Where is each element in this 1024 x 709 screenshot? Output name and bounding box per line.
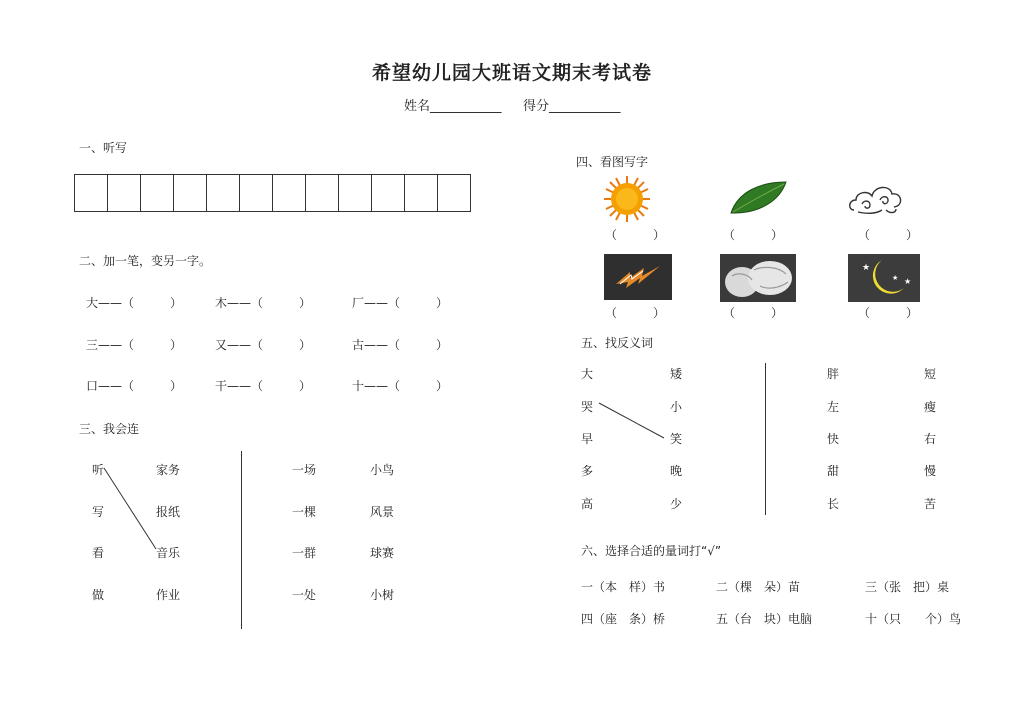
antonym-word[interactable]: 短 [924, 367, 937, 381]
picture-answer-blank[interactable]: （ ） [858, 306, 919, 320]
lightning-icon [604, 254, 672, 300]
section-3-divider [241, 451, 242, 629]
picture-answer-blank[interactable]: （ ） [723, 228, 784, 242]
antonym-word[interactable]: 小 [670, 400, 683, 414]
add-stroke-item[interactable]: 又——（ ） [215, 338, 312, 352]
moon-icon [848, 254, 920, 302]
antonym-word[interactable]: 早 [581, 432, 594, 446]
add-stroke-item[interactable]: 十——（ ） [352, 379, 449, 393]
section-3-title: 三、我会连 [79, 422, 140, 436]
stone-icon [720, 254, 796, 302]
match-word[interactable]: 家务 [156, 463, 181, 477]
sun-icon [600, 175, 654, 223]
dictation-cell[interactable] [141, 175, 174, 211]
picture-answer-blank[interactable]: （ ） [605, 228, 666, 242]
antonym-word[interactable]: 快 [827, 432, 840, 446]
picture-answer-blank[interactable]: （ ） [723, 306, 784, 320]
antonym-word[interactable]: 胖 [827, 367, 840, 381]
example-connect-line [100, 465, 160, 555]
match-word[interactable]: 小鸟 [370, 463, 395, 477]
add-stroke-item[interactable]: 干——（ ） [215, 379, 312, 393]
antonym-word[interactable]: 矮 [670, 367, 683, 381]
dictation-cell[interactable] [273, 175, 306, 211]
svg-text:★: ★ [904, 277, 912, 286]
page-title: 希望幼儿园大班语文期末考试卷 [372, 62, 653, 84]
antonym-word[interactable]: 甜 [827, 464, 840, 478]
antonym-word[interactable]: 右 [924, 432, 937, 446]
antonym-word[interactable]: 慢 [924, 464, 937, 478]
section-2-title: 二、加一笔，变另一字。 [79, 254, 212, 268]
match-word[interactable]: 作业 [156, 588, 181, 602]
dictation-cell[interactable] [405, 175, 438, 211]
antonym-word[interactable]: 瘦 [924, 400, 937, 414]
dictation-cell[interactable] [372, 175, 405, 211]
section-1-title: 一、听写 [79, 141, 128, 155]
section-6-title: 六、选择合适的量词打“√” [581, 544, 722, 558]
antonym-word[interactable]: 长 [827, 497, 840, 511]
measure-word-item[interactable]: 十（只 个）鸟 [865, 612, 962, 626]
antonym-word[interactable]: 苦 [924, 497, 937, 511]
dictation-cell[interactable] [108, 175, 141, 211]
dictation-cell[interactable] [306, 175, 339, 211]
add-stroke-item[interactable]: 木——（ ） [215, 296, 312, 310]
match-word[interactable]: 做 [92, 588, 105, 602]
cloud-icon [846, 180, 906, 220]
svg-text:★: ★ [862, 263, 871, 273]
antonym-word[interactable]: 左 [827, 400, 840, 414]
leaf-icon [728, 180, 788, 216]
antonym-word[interactable]: 少 [670, 497, 683, 511]
section-5-divider [765, 363, 766, 515]
dictation-cell[interactable] [438, 175, 470, 211]
example-connect-line [596, 400, 668, 442]
antonym-word[interactable]: 高 [581, 497, 594, 511]
add-stroke-item[interactable]: 大——（ ） [86, 296, 183, 310]
dictation-cell[interactable] [207, 175, 240, 211]
measure-word-item[interactable]: 五（台 块）电脑 [716, 612, 813, 626]
antonym-word[interactable]: 多 [581, 464, 594, 478]
match-word[interactable]: 球赛 [370, 546, 395, 560]
add-stroke-item[interactable]: 厂——（ ） [352, 296, 449, 310]
dictation-grid [74, 174, 471, 212]
section-5-title: 五、找反义词 [581, 336, 654, 350]
add-stroke-item[interactable]: 三——（ ） [86, 338, 183, 352]
measure-word-item[interactable]: 四（座 条）桥 [581, 612, 666, 626]
dictation-cell[interactable] [174, 175, 207, 211]
score-field[interactable]: 得分___________ [523, 99, 621, 114]
antonym-word[interactable]: 笑 [670, 432, 683, 446]
antonym-word[interactable]: 晚 [670, 464, 683, 478]
section-4-title: 四、看图写字 [576, 155, 649, 169]
dictation-cell[interactable] [75, 175, 108, 211]
match-word[interactable]: 看 [92, 546, 105, 560]
measure-word-item[interactable]: 三（张 把）桌 [865, 580, 950, 594]
picture-answer-blank[interactable]: （ ） [605, 306, 666, 320]
antonym-word[interactable]: 哭 [581, 400, 594, 414]
name-field[interactable]: 姓名___________ [404, 99, 502, 114]
match-word[interactable]: 听 [92, 463, 105, 477]
svg-text:★: ★ [892, 274, 899, 282]
match-word[interactable]: 风景 [370, 505, 395, 519]
dictation-cell[interactable] [339, 175, 372, 211]
match-word[interactable]: 一群 [292, 546, 317, 560]
match-word[interactable]: 一棵 [292, 505, 317, 519]
match-word[interactable]: 小树 [370, 588, 395, 602]
measure-word-item[interactable]: 一（本 样）书 [581, 580, 666, 594]
measure-word-item[interactable]: 二（棵 朵）苗 [716, 580, 801, 594]
antonym-word[interactable]: 大 [581, 367, 594, 381]
match-word[interactable]: 一场 [292, 463, 317, 477]
add-stroke-item[interactable]: 口——（ ） [86, 379, 183, 393]
dictation-cell[interactable] [240, 175, 273, 211]
match-word[interactable]: 写 [92, 505, 105, 519]
match-word[interactable]: 音乐 [156, 546, 181, 560]
match-word[interactable]: 报纸 [156, 505, 181, 519]
add-stroke-item[interactable]: 古——（ ） [352, 338, 449, 352]
picture-answer-blank[interactable]: （ ） [858, 228, 919, 242]
match-word[interactable]: 一处 [292, 588, 317, 602]
